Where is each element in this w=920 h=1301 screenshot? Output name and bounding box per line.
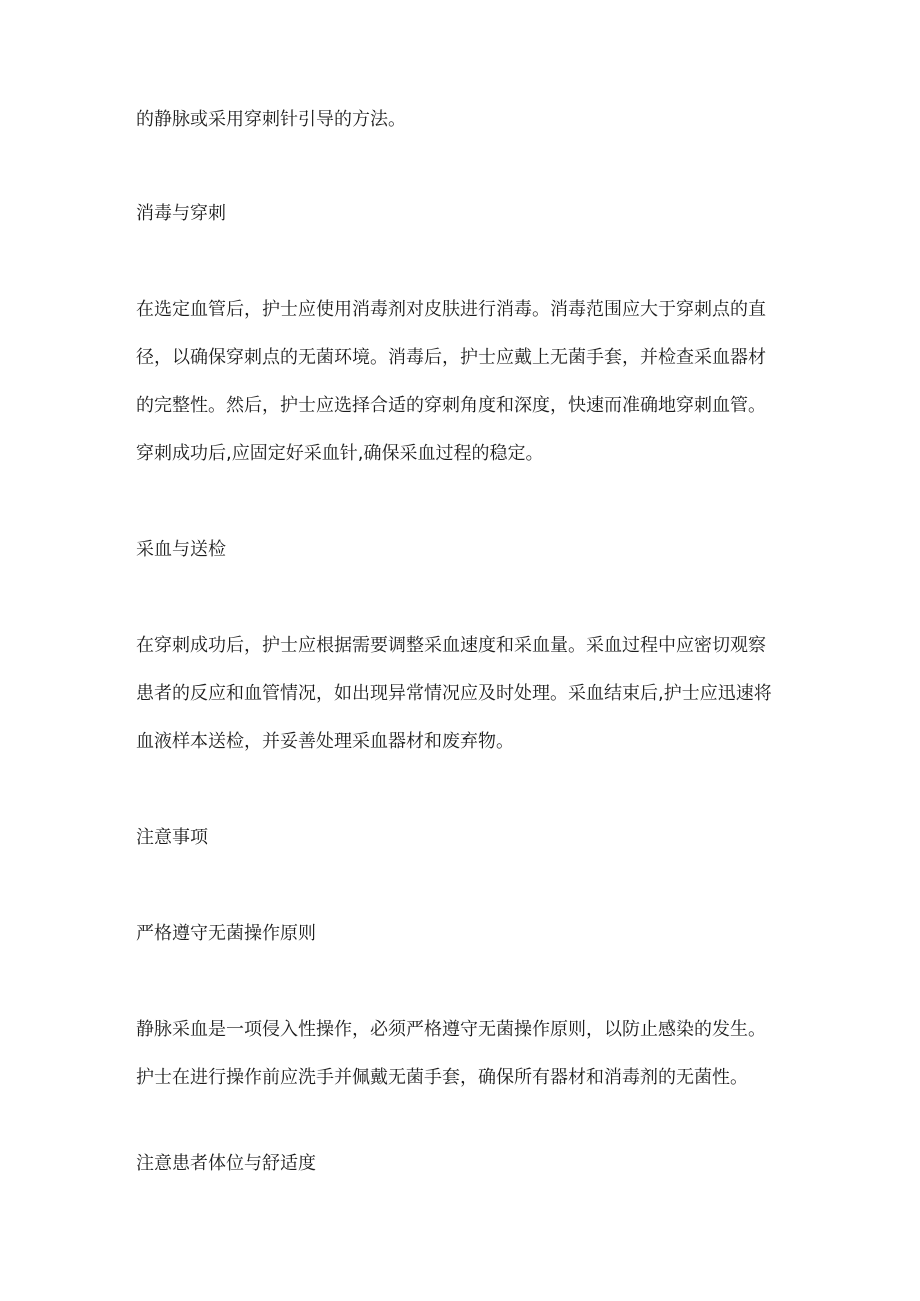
paragraph-intro-tail: 的静脉或采用穿刺针引导的方法。 [136,109,406,130]
paragraph-aseptic-line-1: 静脉采血是一项侵入性操作，必须严格遵守无菌操作原则，以防止感染的发生。 [136,1019,766,1040]
paragraph-disinfect-line-4: 穿刺成功后,应固定好采血针,确保采血过程的稳定。 [136,443,544,464]
paragraph-disinfect-line-3: 的完整性。然后，护士应选择合适的穿刺角度和深度，快速而准确地穿刺血管。 [136,395,766,416]
heading-disinfect: 消毒与穿刺 [136,203,226,224]
heading-position: 注意患者体位与舒适度 [136,1153,316,1174]
paragraph-disinfect-line-1: 在选定血管后，护士应使用消毒剂对皮肤进行消毒。消毒范围应大于穿刺点的直 [136,299,766,320]
heading-collect: 采血与送检 [136,539,226,560]
paragraph-collect-line-2: 患者的反应和血管情况，如出现异常情况应及时处理。采血结束后,护士应迅速将 [136,683,772,704]
heading-aseptic: 严格遵守无菌操作原则 [136,923,316,944]
paragraph-collect-line-1: 在穿刺成功后，护士应根据需要调整采血速度和采血量。采血过程中应密切观察 [136,635,766,656]
heading-notes: 注意事项 [136,827,208,848]
paragraph-collect-line-3: 血液样本送检，并妥善处理采血器材和废弃物。 [136,731,514,752]
paragraph-disinfect-line-2: 径，以确保穿刺点的无菌环境。消毒后，护士应戴上无菌手套，并检查采血器材 [136,347,766,368]
paragraph-aseptic-line-2: 护士在进行操作前应洗手并佩戴无菌手套，确保所有器材和消毒剂的无菌性。 [136,1067,748,1088]
